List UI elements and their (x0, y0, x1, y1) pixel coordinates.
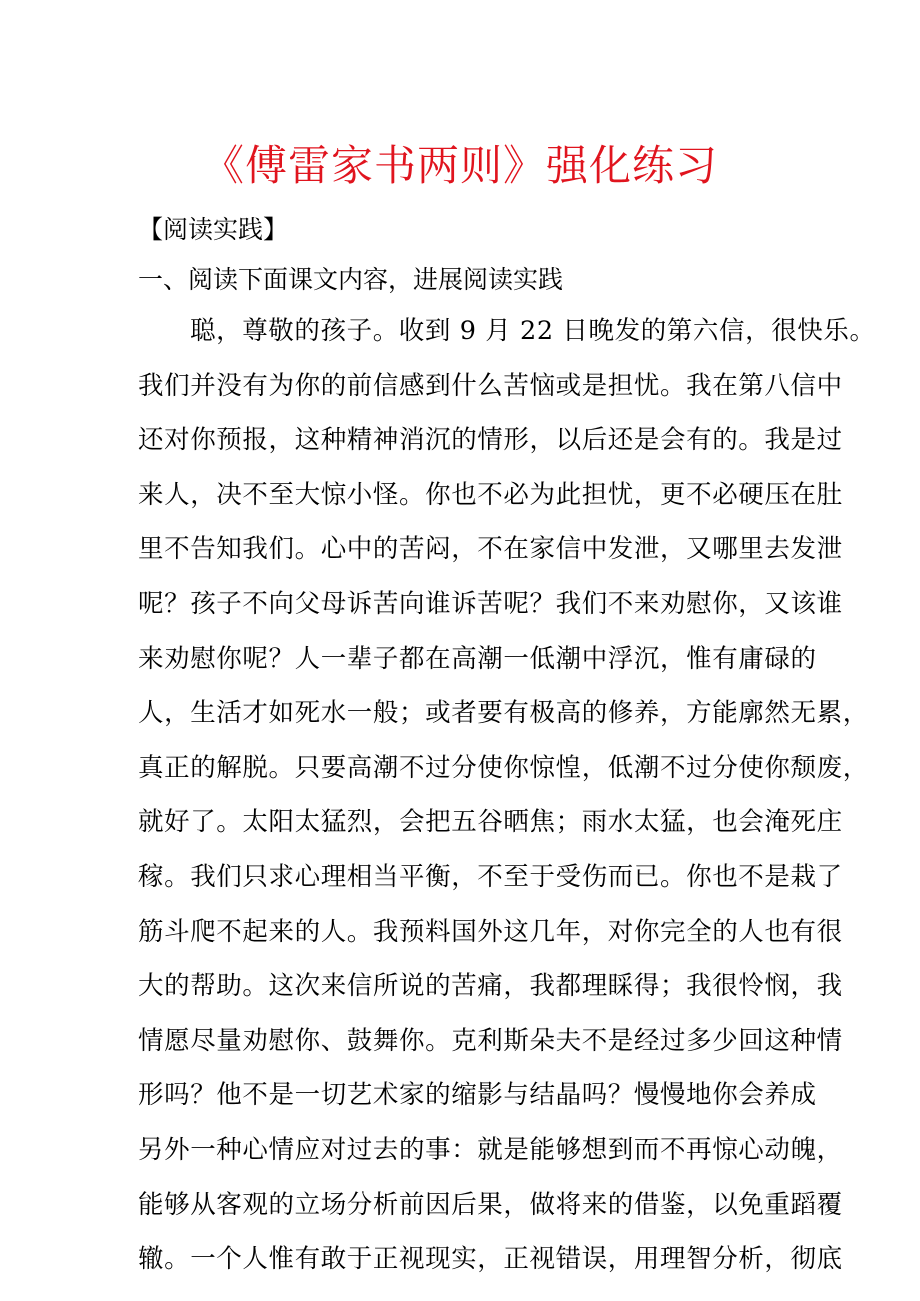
passage-line: 真正的解脱。只要高潮不过分使你惊惶，低潮不过分使你颓废， (138, 752, 869, 783)
passage-line: 呢？孩子不向父母诉苦向谁诉苦呢？我们不来劝慰你，又该谁 (138, 588, 843, 619)
document-title: 《傅雷家书两则》强化练习 (201, 141, 718, 190)
passage-line: 就好了。太阳太猛烈，会把五谷晒焦；雨水太猛，也会淹死庄 (138, 807, 843, 838)
section-label: 【阅读实践】 (138, 215, 289, 244)
passage-line: 人，生活才如死水一般；或者要有极高的修养，方能廓然无累， (138, 698, 869, 729)
passage-line: 大的帮助。这次来信所说的苦痛，我都理睬得；我很怜悯，我 (138, 971, 843, 1002)
passage-line: 另外一种心情应对过去的事：就是能够想到而不再惊心动魄， (138, 1134, 843, 1165)
passage-line: 情愿尽量劝慰你、鼓舞你。克利斯朵夫不是经过多少回这种情 (138, 1025, 843, 1056)
passage-line: 形吗？他不是一切艺术家的缩影与结晶吗？慢慢地你会养成 (138, 1080, 817, 1111)
passage-line: 稼。我们只求心理相当平衡，不至于受伤而已。你也不是栽了 (138, 861, 843, 892)
passage-line: 来劝慰你呢？人一辈子都在高潮一低潮中浮沉，惟有庸碌的 (138, 643, 817, 674)
passage-line: 来人，决不至大惊小怪。你也不必为此担忧，更不必硬压在肚 (138, 479, 843, 510)
question-heading: 一、阅读下面课文内容，进展阅读实践 (138, 265, 564, 294)
passage-line: 辙。一个人惟有敢于正视现实，正视错误，用理智分析，彻底 (138, 1244, 843, 1275)
passage-line: 还对你预报，这种精神消沉的情形，以后还是会有的。我是过 (138, 425, 843, 456)
passage-line: 我们并没有为你的前信感到什么苦恼或是担忧。我在第八信中 (138, 370, 843, 401)
passage-line: 能够从客观的立场分析前因后果，做将来的借鉴，以免重蹈覆 (138, 1189, 843, 1220)
passage-line: 里不告知我们。心中的苦闷，不在家信中发泄，又哪里去发泄 (138, 534, 843, 565)
reading-passage (138, 304, 876, 1287)
passage-line: 聪，尊敬的孩子。收到 9 月 22 日晚发的第六信，很快乐。 (190, 316, 876, 346)
passage-line: 筋斗爬不起来的人。我预料国外这几年，对你完全的人也有很 (138, 916, 843, 947)
